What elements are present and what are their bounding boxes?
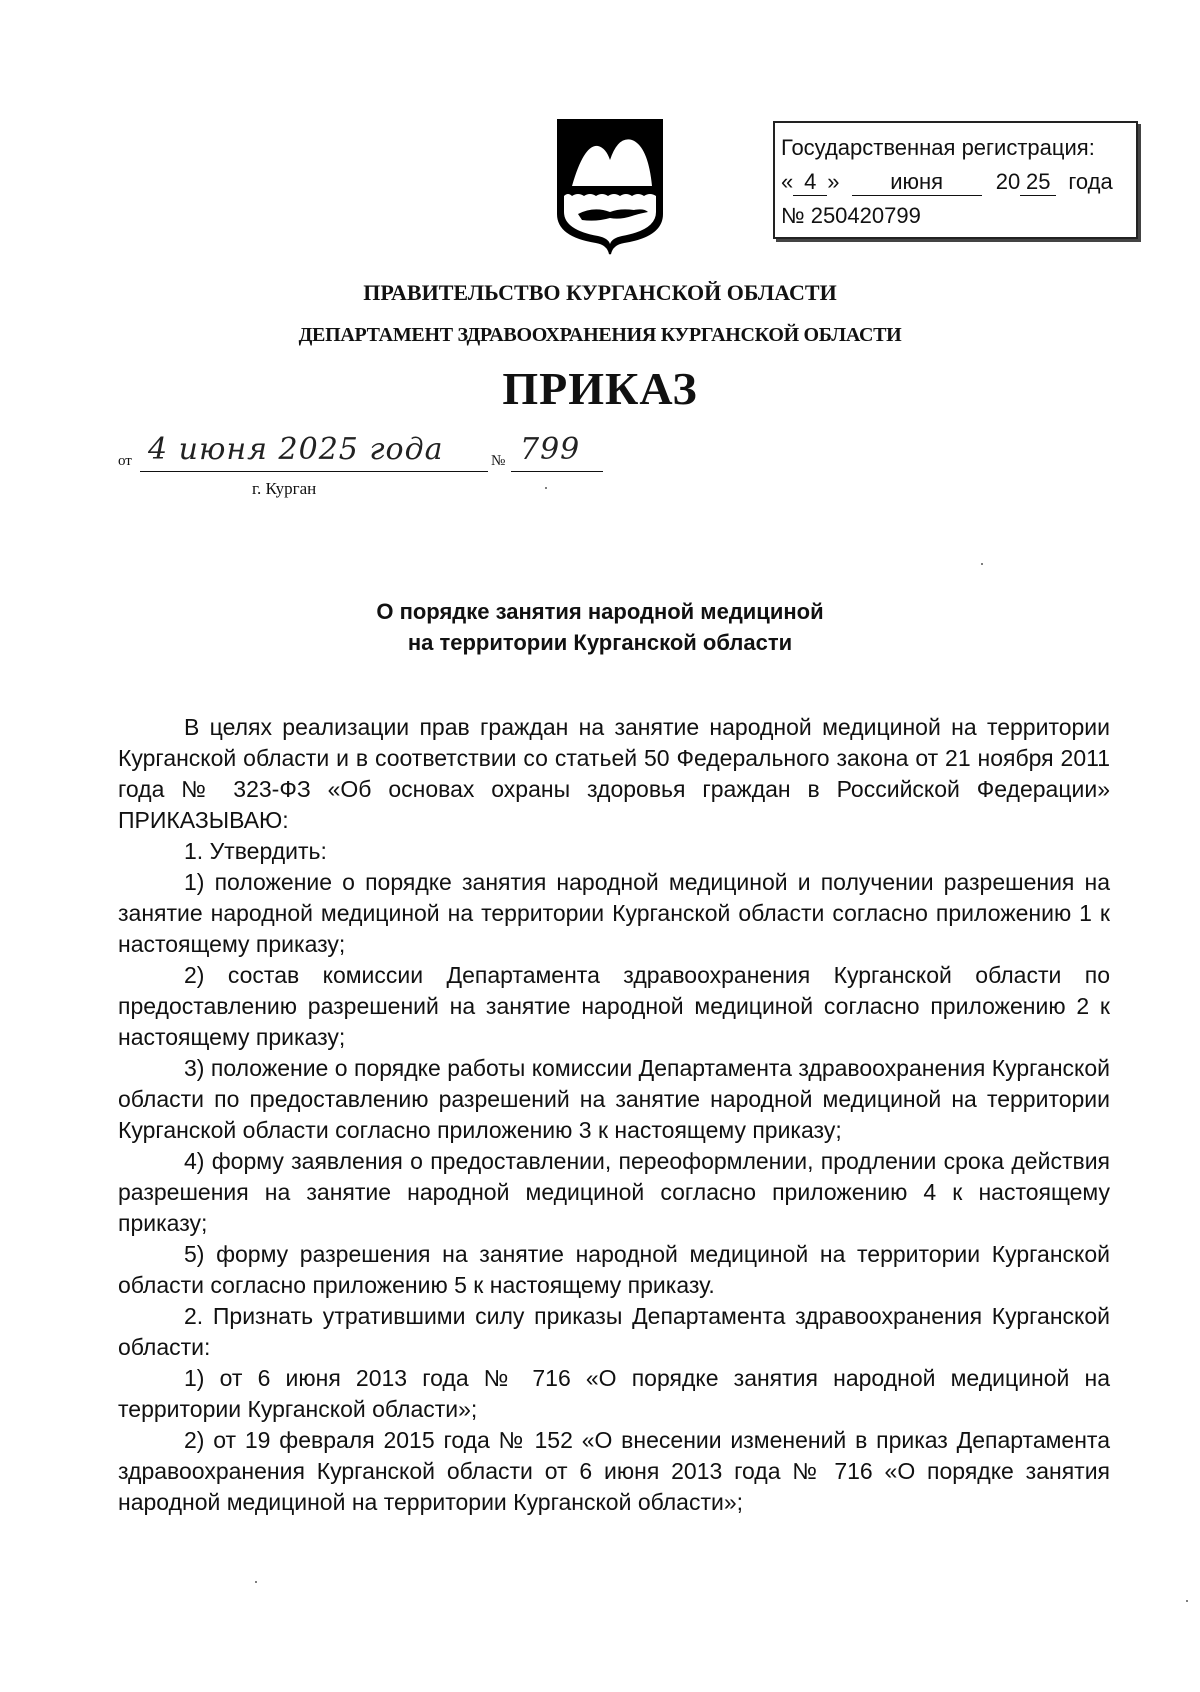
order-date-handwritten: 4 июня 2025 года: [148, 432, 444, 467]
item-1-5: 5) форму разрешения на занятие народной медициной на территории Курганской области согласно приложению 5 к настоящему приказу.: [118, 1241, 1110, 1298]
item-1-1: 1) положение о порядке занятия народной медициной и получении разрешения на занятие народной медициной на территории Курганской области согласно приложению 1 к настоящему приказу;: [118, 869, 1110, 957]
registration-year-word: года: [1068, 169, 1113, 194]
registration-quote-open: «: [781, 169, 794, 194]
order-body: [118, 712, 1110, 1518]
department-heading: ДЕПАРТАМЕНТ ЗДРАВООХРАНЕНИЯ КУРГАНСКОЙ ОБЛАСТИ: [298, 324, 902, 346]
item-1: 1. Утвердить:: [184, 838, 327, 864]
preamble-paragraph: В целях реализации прав граждан на занятие народной медициной на территории Курганской области и в соответствии со статьей 50 Федерального закона от 21 ноября 2011 года № 323-ФЗ «Об основах охраны здоровья граждан в Российской Федерации» ПРИКАЗЫВАЮ:: [118, 714, 1110, 833]
order-number-handwritten: 799: [520, 432, 581, 467]
item-2: 2. Признать утратившими силу приказы Департамента здравоохранения Курганской области:: [118, 1303, 1110, 1360]
registration-quote-close: »: [827, 169, 840, 194]
registration-number: № 250420799: [781, 203, 921, 228]
scan-speck: [1186, 1600, 1188, 1602]
item-2-2: 2) от 19 февраля 2015 года № 152 «О внесении изменений в приказ Департамента здравоохранения Курганской области от 6 июня 2013 года № 716 «О порядке занятия народной медициной на территории Курганской области»;: [118, 1427, 1110, 1515]
order-date-underline: [140, 471, 488, 472]
registration-year-prefix: 20: [995, 169, 1021, 194]
government-heading: ПРАВИТЕЛЬСТВО КУРГАНСКОЙ ОБЛАСТИ: [363, 280, 837, 305]
scan-speck: [545, 487, 547, 489]
order-subject: [0, 596, 1200, 658]
coat-of-arms-emblem: [554, 116, 666, 256]
order-number-label: №: [491, 453, 506, 469]
item-2-1: 1) от 6 июня 2013 года № 716 «О порядке занятия народной медициной на территории Курганской области»;: [118, 1365, 1110, 1422]
registration-month: июня: [852, 169, 982, 196]
registration-title: Государственная регистрация:: [781, 135, 1095, 160]
item-1-3: 3) положение о порядке работы комиссии Департамента здравоохранения Курганской области по предоставлению разрешений на занятие народной медициной на территории Курганской области согласно приложению 3 к настоящему приказу;: [118, 1055, 1110, 1143]
order-city: г. Курган: [252, 479, 317, 498]
scan-speck: [255, 1581, 257, 1583]
subject-line-2: на территории Курганской области: [407, 630, 793, 655]
scan-speck: [981, 563, 983, 565]
state-registration-box: [773, 121, 1138, 239]
order-number-underline: [511, 471, 603, 472]
registration-date-row: [781, 165, 1136, 199]
item-1-2: 2) состав комиссии Департамента здравоохранения Курганской области по предоставлению разрешений на занятие народной медициной согласно приложению 2 к настоящему приказу;: [118, 962, 1110, 1050]
order-title: ПРИКАЗ: [502, 363, 698, 414]
subject-line-1: О порядке занятия народной медициной: [376, 599, 824, 624]
item-1-4: 4) форму заявления о предоставлении, переоформлении, продлении срока действия разрешения на занятие народной медициной согласно приложению 4 к настоящему приказу;: [118, 1148, 1110, 1236]
order-from-label: от: [118, 453, 132, 469]
registration-day: 4: [793, 169, 827, 196]
registration-year-suffix: 25: [1020, 169, 1056, 196]
